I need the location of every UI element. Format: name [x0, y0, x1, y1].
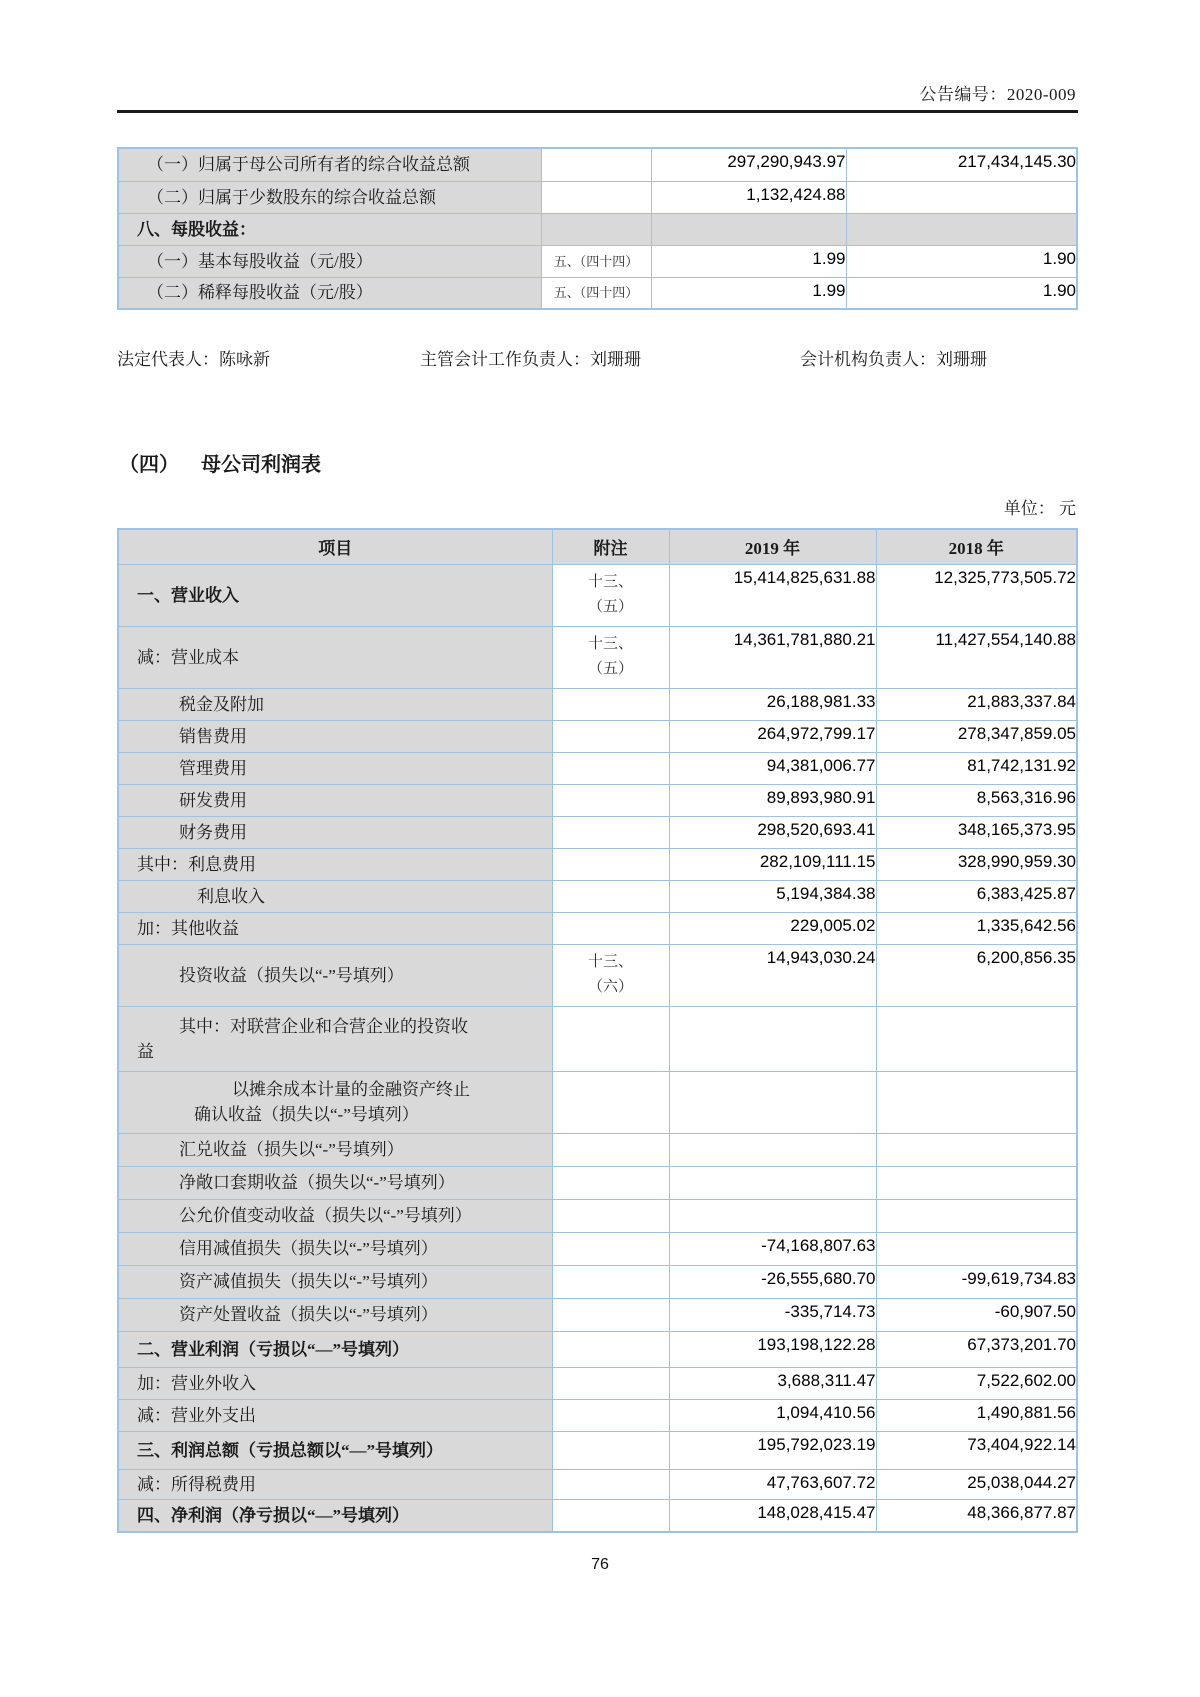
value-2019-cell: 1,094,410.56: [669, 1399, 876, 1431]
value-2018-cell: 25,038,044.27: [876, 1469, 1077, 1499]
table-row: [118, 880, 1077, 912]
value-2019-cell: 14,943,030.24: [669, 944, 876, 1006]
table-row: [118, 848, 1077, 880]
value-2019-cell: -335,714.73: [669, 1298, 876, 1331]
item-cell: （一）归属于母公司所有者的综合收益总额: [118, 148, 541, 181]
item-cell: 投资收益（损失以“-”号填列）: [118, 944, 552, 1006]
item-cell: （二）归属于少数股东的综合收益总额: [118, 181, 541, 213]
item-cell: 公允价值变动收益（损失以“-”号填列）: [118, 1199, 552, 1232]
value-2018-cell: [876, 1006, 1077, 1071]
note-cell: [541, 213, 651, 245]
table-row: [118, 1232, 1077, 1265]
value-2019-cell: [669, 1071, 876, 1133]
value-2019-cell: 148,028,415.47: [669, 1499, 876, 1532]
note-cell: [552, 848, 669, 880]
column-header: 2019 年: [669, 529, 876, 564]
table-row: [118, 912, 1077, 944]
item-cell: 减：营业成本: [118, 626, 552, 688]
parent-income-statement-table: [117, 528, 1078, 1533]
header-row: [118, 529, 1077, 564]
value-2019-cell: [669, 1006, 876, 1071]
unit-label: 单位： 元: [1003, 499, 1076, 518]
item-cell: 减：所得税费用: [118, 1469, 552, 1499]
item-cell: 资产处置收益（损失以“-”号填列）: [118, 1298, 552, 1331]
value-2018-cell: -99,619,734.83: [876, 1265, 1077, 1298]
table-row: [118, 213, 1077, 245]
value-2018-cell: [846, 181, 1077, 213]
value-2019-cell: 195,792,023.19: [669, 1431, 876, 1469]
note-cell: [552, 752, 669, 784]
value-2018-cell: 67,373,201.70: [876, 1331, 1077, 1367]
note-cell: 五、（四十四）: [541, 245, 651, 277]
item-cell: 以摊余成本计量的金融资产终止 确认收益（损失以“-”号填列）: [118, 1071, 552, 1133]
table-row: [118, 1166, 1077, 1199]
value-2019-cell: 14,361,781,880.21: [669, 626, 876, 688]
item-cell: 其中：利息费用: [118, 848, 552, 880]
note-cell: 十三、 （五）: [552, 626, 669, 688]
value-2019-cell: 1,132,424.88: [651, 181, 846, 213]
value-2018-cell: 11,427,554,140.88: [876, 626, 1077, 688]
value-2019-cell: 3,688,311.47: [669, 1367, 876, 1399]
value-2018-cell: 1.90: [846, 277, 1077, 309]
note-cell: 五、（四十四）: [541, 277, 651, 309]
comprehensive-income-table: [117, 147, 1078, 310]
item-cell: 汇兑收益（损失以“-”号填列）: [118, 1133, 552, 1166]
item-cell: （二）稀释每股收益（元/股）: [118, 277, 541, 309]
value-2019-cell: -74,168,807.63: [669, 1232, 876, 1265]
note-cell: [552, 1071, 669, 1133]
value-2019-cell: [669, 1133, 876, 1166]
table-row: [118, 1071, 1077, 1133]
table-row: [118, 784, 1077, 816]
table-row: [118, 245, 1077, 277]
value-2018-cell: [876, 1133, 1077, 1166]
value-2018-cell: 1.90: [846, 245, 1077, 277]
table-row: [118, 1006, 1077, 1071]
column-header: 项目: [118, 529, 552, 564]
table-row: [118, 626, 1077, 688]
item-cell: 研发费用: [118, 784, 552, 816]
table-row: [118, 752, 1077, 784]
value-2018-cell: 278,347,859.05: [876, 720, 1077, 752]
table-row: [118, 1331, 1077, 1367]
value-2018-cell: [846, 213, 1077, 245]
table-row: [118, 1265, 1077, 1298]
value-2019-cell: 264,972,799.17: [669, 720, 876, 752]
table-row: [118, 1133, 1077, 1166]
value-2018-cell: 217,434,145.30: [846, 148, 1077, 181]
table-row: [118, 720, 1077, 752]
note-cell: [552, 1199, 669, 1232]
page-number: 76: [591, 1556, 609, 1573]
item-cell: （一）基本每股收益（元/股）: [118, 245, 541, 277]
item-cell: 一、营业收入: [118, 564, 552, 626]
value-2018-cell: 7,522,602.00: [876, 1367, 1077, 1399]
value-2018-cell: 12,325,773,505.72: [876, 564, 1077, 626]
value-2019-cell: 5,194,384.38: [669, 880, 876, 912]
table-row: [118, 944, 1077, 1006]
item-cell: 管理费用: [118, 752, 552, 784]
section-title-prefix: （四）: [119, 454, 179, 476]
accounting-head: 主管会计工作负责人：刘珊珊: [420, 350, 641, 369]
table-row: [118, 816, 1077, 848]
note-cell: [552, 1006, 669, 1071]
note-cell: [541, 148, 651, 181]
note-cell: [552, 1499, 669, 1532]
note-cell: [552, 1166, 669, 1199]
note-cell: [552, 1367, 669, 1399]
section-title-text: 母公司利润表: [201, 454, 321, 476]
value-2018-cell: 6,200,856.35: [876, 944, 1077, 1006]
note-cell: [552, 688, 669, 720]
value-2019-cell: [669, 1199, 876, 1232]
signatories-line: [117, 345, 1076, 369]
accounting-org-head: 会计机构负责人：刘珊珊: [800, 350, 987, 369]
value-2018-cell: 1,335,642.56: [876, 912, 1077, 944]
value-2019-cell: 89,893,980.91: [669, 784, 876, 816]
item-cell: 加：其他收益: [118, 912, 552, 944]
item-cell: 税金及附加: [118, 688, 552, 720]
note-cell: [552, 1431, 669, 1469]
value-2019-cell: 193,198,122.28: [669, 1331, 876, 1367]
table-row: [118, 1431, 1077, 1469]
note-cell: 十三、 （六）: [552, 944, 669, 1006]
item-cell: 利息收入: [118, 880, 552, 912]
item-cell: 减：营业外支出: [118, 1399, 552, 1431]
value-2018-cell: 21,883,337.84: [876, 688, 1077, 720]
value-2018-cell: 8,563,316.96: [876, 784, 1077, 816]
table-row: [118, 564, 1077, 626]
note-cell: 十三、 （五）: [552, 564, 669, 626]
note-cell: [552, 784, 669, 816]
value-2018-cell: 328,990,959.30: [876, 848, 1077, 880]
table-row: [118, 1399, 1077, 1431]
header-rule: [117, 110, 1078, 113]
value-2018-cell: 6,383,425.87: [876, 880, 1077, 912]
table-row: [118, 1469, 1077, 1499]
value-2018-cell: -60,907.50: [876, 1298, 1077, 1331]
table-row: [118, 1298, 1077, 1331]
value-2018-cell: [876, 1071, 1077, 1133]
item-cell: 八、每股收益：: [118, 213, 541, 245]
doc-number: 公告编号：2020-009: [919, 85, 1076, 104]
value-2018-cell: [876, 1232, 1077, 1265]
item-cell: 其中：对联营企业和合营企业的投资收 益: [118, 1006, 552, 1071]
value-2018-cell: 81,742,131.92: [876, 752, 1077, 784]
value-2019-cell: 298,520,693.41: [669, 816, 876, 848]
item-cell: 加：营业外收入: [118, 1367, 552, 1399]
table-row: [118, 181, 1077, 213]
value-2019-cell: -26,555,680.70: [669, 1265, 876, 1298]
table-row: [118, 277, 1077, 309]
value-2019-cell: 282,109,111.15: [669, 848, 876, 880]
table-row: [118, 1199, 1077, 1232]
value-2018-cell: 348,165,373.95: [876, 816, 1077, 848]
note-cell: [552, 1133, 669, 1166]
note-cell: [552, 1331, 669, 1367]
item-cell: 二、营业利润（亏损以“—”号填列）: [118, 1331, 552, 1367]
note-cell: [552, 1265, 669, 1298]
value-2019-cell: [669, 1166, 876, 1199]
item-cell: 三、利润总额（亏损总额以“—”号填列）: [118, 1431, 552, 1469]
note-cell: [541, 181, 651, 213]
value-2019-cell: 1.99: [651, 245, 846, 277]
value-2019-cell: 26,188,981.33: [669, 688, 876, 720]
note-cell: [552, 1399, 669, 1431]
note-cell: [552, 912, 669, 944]
item-cell: 财务费用: [118, 816, 552, 848]
value-2018-cell: [876, 1199, 1077, 1232]
item-cell: 资产减值损失（损失以“-”号填列）: [118, 1265, 552, 1298]
table-row: [118, 1499, 1077, 1532]
note-cell: [552, 1298, 669, 1331]
legal-representative: 法定代表人：陈咏新: [117, 350, 270, 369]
note-cell: [552, 1232, 669, 1265]
item-cell: 销售费用: [118, 720, 552, 752]
column-header: 2018 年: [876, 529, 1077, 564]
note-cell: [552, 880, 669, 912]
value-2019-cell: 15,414,825,631.88: [669, 564, 876, 626]
table-row: [118, 1367, 1077, 1399]
value-2019-cell: 229,005.02: [669, 912, 876, 944]
section-title: [119, 448, 321, 477]
table-row: [118, 148, 1077, 181]
item-cell: 信用减值损失（损失以“-”号填列）: [118, 1232, 552, 1265]
value-2019-cell: 47,763,607.72: [669, 1469, 876, 1499]
value-2018-cell: 73,404,922.14: [876, 1431, 1077, 1469]
value-2019-cell: 1.99: [651, 277, 846, 309]
item-cell: 净敞口套期收益（损失以“-”号填列）: [118, 1166, 552, 1199]
note-cell: [552, 816, 669, 848]
note-cell: [552, 720, 669, 752]
value-2018-cell: 48,366,877.87: [876, 1499, 1077, 1532]
note-cell: [552, 1469, 669, 1499]
table-row: [118, 688, 1077, 720]
value-2019-cell: [651, 213, 846, 245]
value-2018-cell: 1,490,881.56: [876, 1399, 1077, 1431]
item-cell: 四、净利润（净亏损以“—”号填列）: [118, 1499, 552, 1532]
value-2018-cell: [876, 1166, 1077, 1199]
column-header: 附注: [552, 529, 669, 564]
value-2019-cell: 94,381,006.77: [669, 752, 876, 784]
value-2019-cell: 297,290,943.97: [651, 148, 846, 181]
